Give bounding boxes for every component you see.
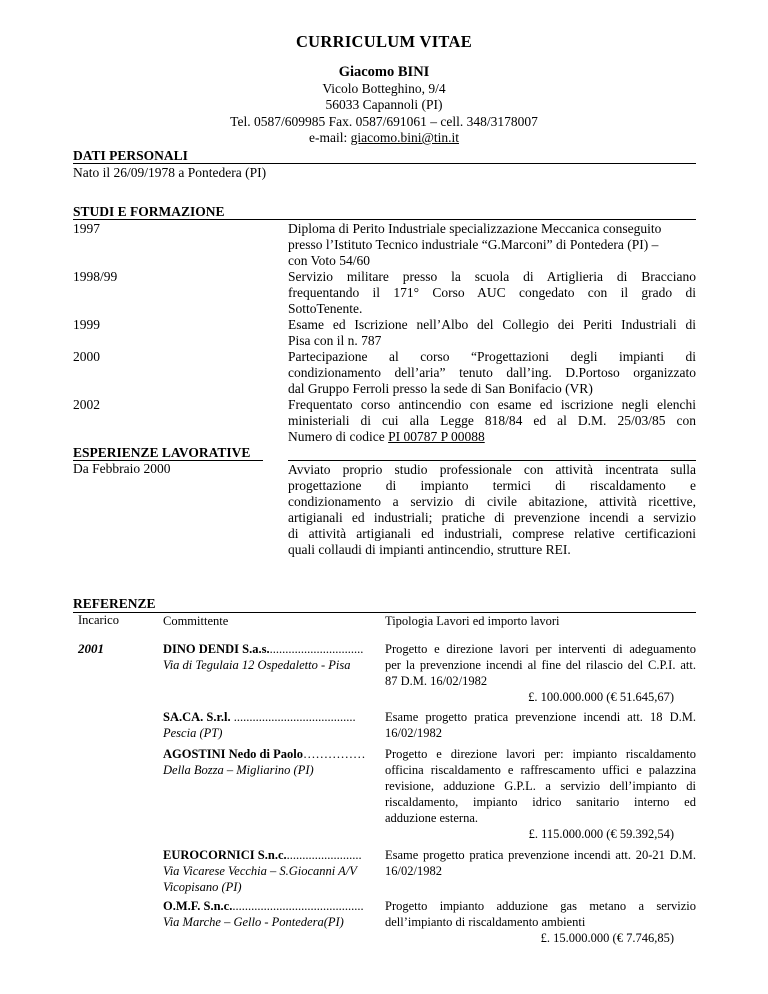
client-address: Via di Tegulaia 12 Ospedaletto - Pisa xyxy=(163,658,351,672)
education-entry-line: frequentando il 171° Corso AUC congedato con il grado di xyxy=(288,285,696,300)
address-street: Vicolo Botteghino, 9/4 xyxy=(322,80,446,96)
phone-numbers: Tel. 0587/609985 Fax. 0587/691061 – cell. 348/3178007 xyxy=(230,113,538,129)
description-line: riscaldamento, impianto idrico sanitario interno ed xyxy=(385,795,696,809)
contact-header xyxy=(0,64,768,147)
experience-line: di attività artigianali ed industriali, comprese relative certificazioni xyxy=(288,526,696,541)
birth-info: Nato il 26/09/1978 a Pontedera (PI) xyxy=(73,165,267,180)
education-year: 2002 xyxy=(73,397,100,412)
description-line: per la prevenzione incendi al fine del rilascio del C.P.I. att. xyxy=(385,658,696,672)
section-heading-experience: ESPERIENZE LAVORATIVE xyxy=(73,445,251,460)
work-amount: £. 100.000.000 (€ 51.645,67) xyxy=(528,690,674,704)
section-heading-education: STUDI E FORMAZIONE xyxy=(73,204,696,220)
section-heading-references: REFERENZE xyxy=(73,596,156,611)
experience-period: Da Febbraio 2000 xyxy=(73,461,171,476)
client-address: Via Vicarese Vecchia – S.Giocanni A/V xyxy=(163,864,357,878)
experience-line: condizionamento a servizio di civile abitazione, attività ricettive, xyxy=(288,494,696,509)
experience-rule-right xyxy=(288,460,696,461)
reference-description xyxy=(385,641,696,705)
client-name: O.M.F. S.n.c. xyxy=(163,899,233,913)
description-line: revisione, adduzione G.P.L. a servizio dell’impianto di xyxy=(385,779,696,793)
education-entry-line: presso l’Istituto Tecnico industriale “G.Marconi” di Pontedera (PI) – xyxy=(288,237,659,252)
description-line: 87 D.M. 16/02/1982 xyxy=(385,674,488,688)
experience-line: artigianali ed industriali; pratiche di prevenzione incendi a servizio xyxy=(288,510,696,525)
description-line: Progetto impianto adduzione gas metano a servizio xyxy=(385,899,696,913)
column-header-committente: Committente xyxy=(163,614,229,628)
education-entry-line xyxy=(288,429,696,445)
column-header-incarico: Incarico xyxy=(78,613,119,627)
education-year: 1998/99 xyxy=(73,269,118,284)
description-line: dell’impianto di riscaldamento ambienti xyxy=(385,915,586,929)
person-name: Giacomo BINI xyxy=(338,64,430,80)
education-entry-line: Partecipazione al corso “Progettazioni degli impianti di xyxy=(288,349,696,364)
education-entry-line: con Voto 54/60 xyxy=(288,253,371,268)
address-city: 56033 Capannoli (PI) xyxy=(325,97,443,112)
education-entry-line: ministeriali di cui alla Legge 818/84 ed al D.M. 25/03/85 con xyxy=(288,413,696,428)
experience-line: progettazione di impianto termici di riscaldamento e xyxy=(288,478,696,493)
leader-dots: ....................................... xyxy=(230,710,356,724)
work-amount: £. 15.000.000 (€ 7.746,85) xyxy=(540,931,674,945)
client-name: AGOSTINI Nedo di Paolo xyxy=(163,747,303,761)
reference-year: 2001 xyxy=(78,641,104,656)
column-header-tipologia: Tipologia Lavori ed importo lavori xyxy=(385,614,560,628)
leader-dots: .......................................... xyxy=(232,899,364,913)
education-year: 1997 xyxy=(73,221,100,236)
education-entry-line: Pisa con il n. 787 xyxy=(288,333,382,348)
leader-dots: .............................. xyxy=(269,642,364,656)
description-line: 16/02/1982 xyxy=(385,726,442,740)
experience-line: Avviato proprio studio professionale con attività incentrata sulla xyxy=(288,462,696,477)
reference-client xyxy=(163,847,368,895)
email-line xyxy=(0,130,768,147)
email-link[interactable]: giacomo.bini@tin.it xyxy=(350,130,460,145)
description-line: 16/02/1982 xyxy=(385,864,442,878)
reference-description xyxy=(385,709,696,741)
education-entry-line: Frequentato corso antincendio con esame ed iscrizione negli elenchi xyxy=(288,397,696,412)
education-entry-line: dal Gruppo Ferroli presso la sede di San Bonifacio (VR) xyxy=(288,381,593,396)
code-prefix: Numero di codice xyxy=(288,429,389,444)
education-year: 1999 xyxy=(73,317,100,332)
leader-dots: ........................ xyxy=(286,848,362,862)
description-line: Esame progetto pratica prevenzione incendi att. 18 D.M. xyxy=(385,710,696,724)
document-title: CURRICULUM VITAE xyxy=(295,32,473,51)
description-line: adduzione esterna. xyxy=(385,811,479,825)
client-address: Via Marche – Gello - Pontedera(PI) xyxy=(163,915,344,929)
email-label: e-mail: xyxy=(308,130,351,145)
client-name: EUROCORNICI S.n.c. xyxy=(163,848,287,862)
work-amount: £. 115.000.000 (€ 59.392,54) xyxy=(528,827,674,841)
client-address: Vicopisano (PI) xyxy=(163,880,242,894)
education-year: 2000 xyxy=(73,349,100,364)
description-line: Esame progetto pratica prevenzione incendi att. 20-21 D.M. xyxy=(385,848,696,862)
client-address: Della Bozza – Migliarino (PI) xyxy=(163,763,314,777)
reference-description xyxy=(385,898,696,946)
education-entry-line: condizionamento dell’aria” tenuto dall’ing. D.Portoso organizzato xyxy=(288,365,696,380)
description-line: Progetto e direzione lavori per interventi di adeguamento xyxy=(385,642,696,656)
section-heading-personal: DATI PERSONALI xyxy=(73,148,696,164)
experience-line: quali collaudi di impianti antincendio, strutture REI. xyxy=(288,542,571,557)
reference-client xyxy=(163,641,368,673)
client-address: Pescia (PT) xyxy=(163,726,223,740)
education-entry-line: Servizio militare presso la scuola di Artiglieria di Bracciano xyxy=(288,269,696,284)
description-line: officina riscaldamento e raffrescamento uffici e palazzina xyxy=(385,763,696,777)
education-entry-line: Esame ed Iscrizione nell’Albo del Collegio dei Periti Industriali di xyxy=(288,317,696,332)
client-name: SA.CA. S.r.l. xyxy=(163,710,231,724)
reference-description xyxy=(385,847,696,879)
reference-client xyxy=(163,898,368,930)
client-name: DINO DENDI S.a.s. xyxy=(163,642,270,656)
reference-client xyxy=(163,709,368,741)
description-line: Progetto e direzione lavori per: impianto riscaldamento xyxy=(385,747,696,761)
reference-description xyxy=(385,746,696,842)
education-entry-line: Diploma di Perito Industriale specializzazione Meccanica conseguito xyxy=(288,221,662,236)
education-entry-line: SottoTenente. xyxy=(288,301,363,316)
reference-client xyxy=(163,746,368,778)
registration-code: PI 00787 P 00088 xyxy=(388,429,485,444)
leader-dots: …………… xyxy=(302,747,366,761)
